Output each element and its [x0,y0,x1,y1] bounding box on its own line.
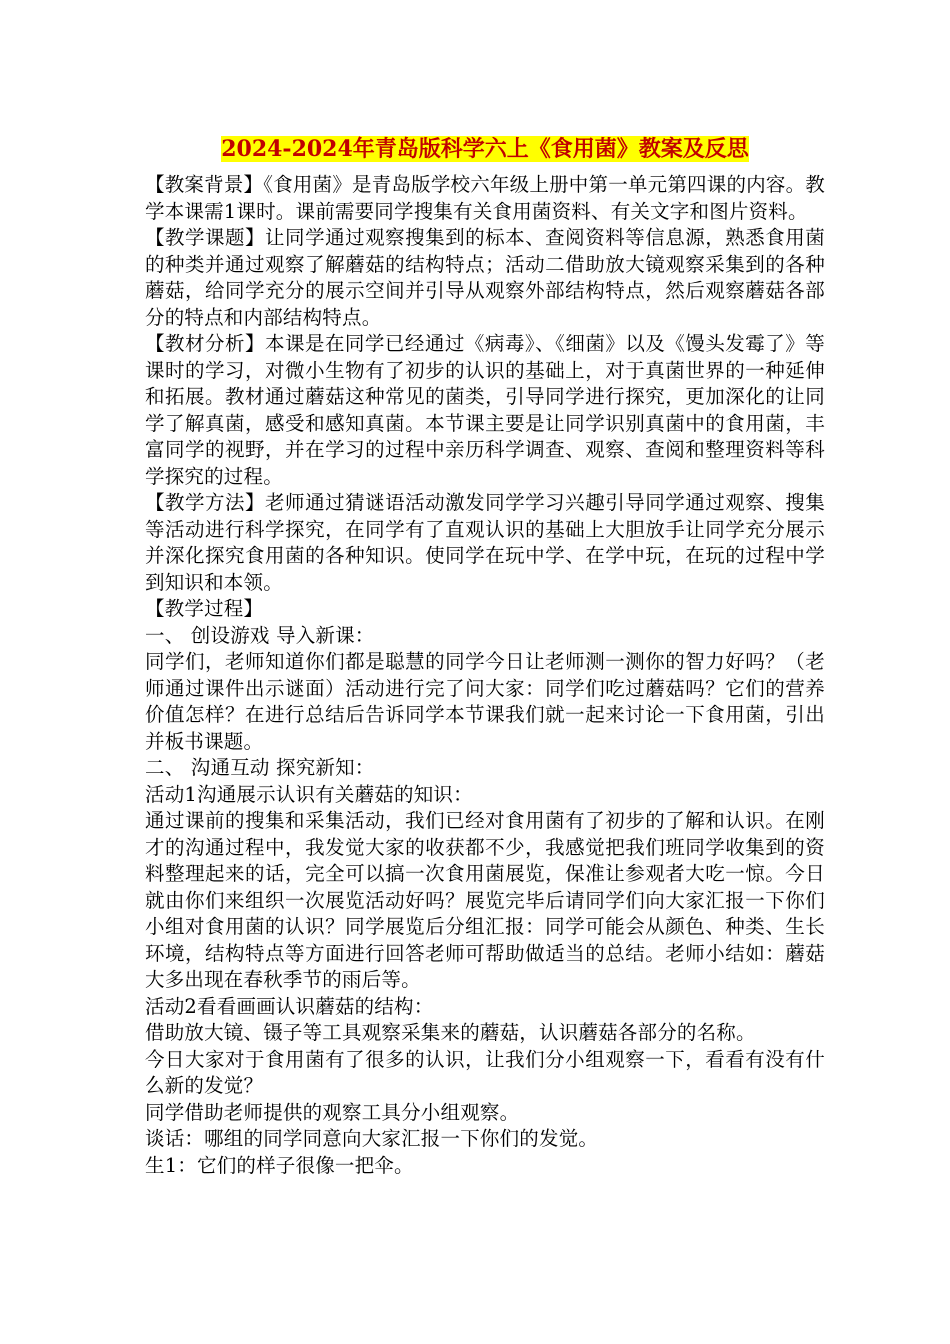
paragraph-method: 【教学方法】老师通过猜谜语活动激发同学学习兴趣引导同学通过观察、搜集等活动进行科学探究，在同学有了直观认识的基础上大胆放手让同学充分展示并深化探究食用菌的各种知识。使同学在玩中学、在学中玩，在玩的过程中学到知识和本领。 [145,491,825,594]
paragraph-topic: 【教学课题】让同学通过观察搜集到的标本、查阅资料等信息源，熟悉食用菌的种类并通过观察了解蘑菇的结构特点；活动二借助放大镜观察采集到的各种蘑菇，给同学充分的展示空间并引导从观察外部结构特点，然后观察蘑菇各部分的特点和内部结构特点。 [145,226,825,329]
paragraph-activity-2-prompt: 今日大家对于食用菌有了很多的认识，让我们分小组观察一下，看看有没有什么新的发觉？ [145,1047,825,1097]
document-title [145,130,825,168]
activity-heading-1: 活动1沟通展示认识有关蘑菇的知识： [145,782,473,806]
activity-heading-2: 活动2看看画画认识蘑菇的结构： [145,994,434,1018]
paragraph-activity-1: 通过课前的搜集和采集活动，我们已经对食用菌有了初步的了解和认识。在刚才的沟通过程中，我发觉大家的收获都不少，我感觉把我们班同学收集到的资料整理起来的话，完全可以搞一次食用菌展览，保准让参观者大吃一惊。今日就由你们来组织一次展览活动好吗？展览完毕后请同学们向大家汇报一下你们小组对食用菌的认识？同学展览后分组汇报：同学可能会从颜色、种类、生长环境，结构特点等方面进行回答老师可帮助做适当的总结。老师小结如：蘑菇大多出现在春秋季节的雨后等。 [145,809,825,991]
document-page [145,130,825,1179]
section-heading-1: 一、 创设游戏 导入新课： [145,623,375,647]
paragraph-intro-game: 同学们，老师知道你们都是聪慧的同学今日让老师测一测你的智力好吗？（老师通过课件出示谜面）活动进行完了问大家：同学们吃过蘑菇吗？它们的营养价值怎样？在进行总结后告诉同学本节课我们就一起来讨论一下食用菌，引出并板书课题。 [145,650,825,753]
paragraph-group-observation: 同学借助老师提供的观察工具分小组观察。 [145,1100,520,1124]
paragraph-material-analysis: 【教材分析】本课是在同学已经通过《病毒》、《细菌》以及《馒头发霉了》等课时的学习，对微小生物有了初步的认识的基础上，对于真菌世界的一种延伸和拓展。教材通过蘑菇这种常见的菌类，引导同学进行探究，更加深化的让同学了解真菌，感受和感知真菌。本节课主要是让同学识别真菌中的食用菌，丰富同学的视野，并在学习的过程中亲历科学调查、观察、查阅和整理资料等科学探究的过程。 [145,332,825,488]
paragraph-process-heading: 【教学过程】 [145,597,264,620]
paragraph-dialogue: 谈话：哪组的同学同意向大家汇报一下你们的发觉。 [145,1127,599,1150]
paragraph-background: 【教案背景】《食用菌》是青岛版学校六年级上册中第一单元第四课的内容。教学本课需1课时。课前需要同学搜集有关食用菌资料、有关文字和图片资料。 [145,173,825,223]
paragraph-student-answer: 生1：它们的样子很像一把伞。 [145,1153,414,1177]
document-title-text: 2024-2024年青岛版科学六上《食用菌》教案及反思 [221,136,749,162]
paragraph-activity-2-tools: 借助放大镜、镊子等工具观察采集来的蘑菇，认识蘑菇各部分的名称。 [145,1021,756,1044]
section-heading-2: 二、 沟通互动 探究新知： [145,756,375,779]
